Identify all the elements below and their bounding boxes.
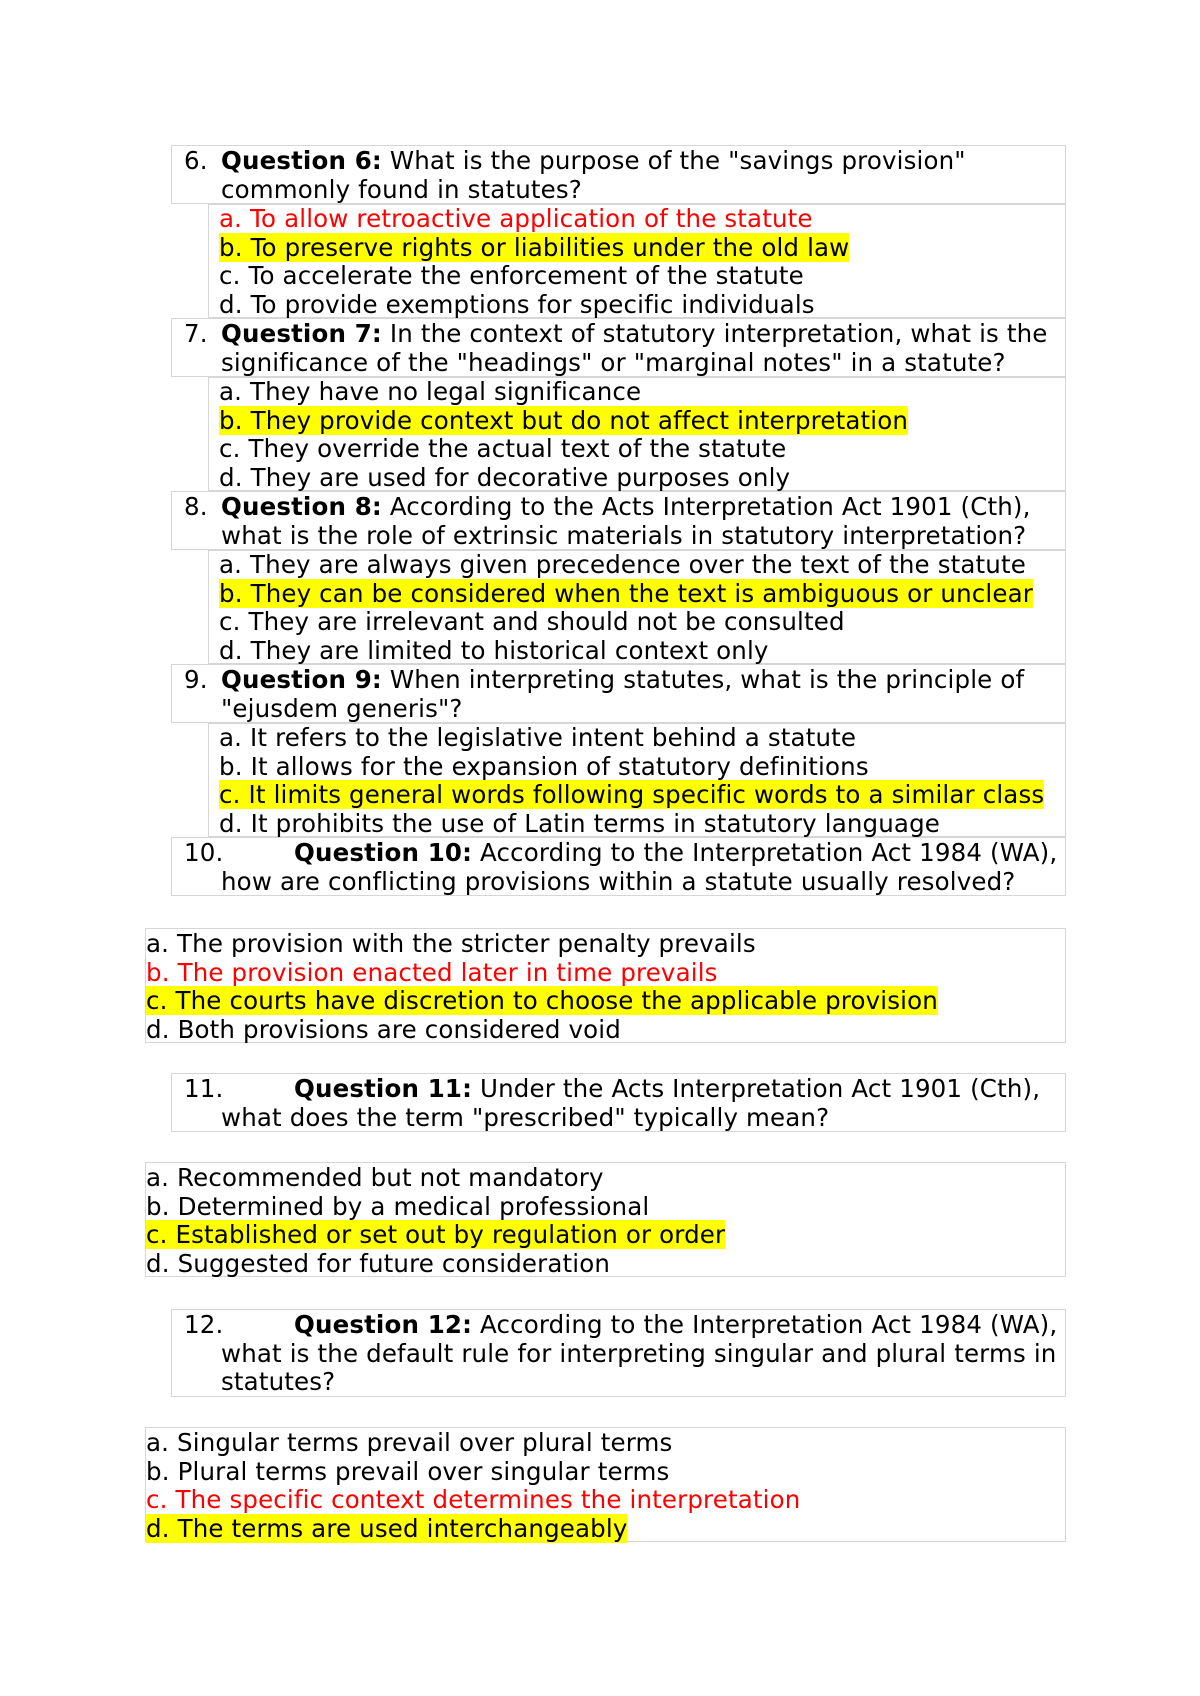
question-9-options-box [208, 723, 1066, 837]
question-text: What is the purpose of the "savings provision" [381, 146, 966, 175]
question-7-options-box [208, 377, 1066, 491]
option-d [209, 464, 1065, 493]
question-number: 12. [184, 1310, 224, 1339]
option-text: c. To accelerate the enforcement of the statute [219, 261, 804, 290]
option-text: a. They are always given precedence over the text of the statute [219, 550, 1026, 579]
option-text: c. The specific context determines the interpretation [146, 1485, 801, 1514]
option-text: d. They are limited to historical context only [219, 635, 769, 665]
option-text: a. Recommended but not mandatory [146, 1163, 604, 1192]
option-a [209, 205, 1065, 234]
option-a [209, 551, 1065, 580]
option-text: b. They provide context but do not affect interpretation [219, 405, 909, 435]
question-label: Question 6: [221, 146, 382, 175]
question-10-line-2: how are conflicting provisions within a statute usually resolved? [221, 866, 1016, 896]
option-b [209, 407, 1065, 436]
question-12-box [171, 1309, 1066, 1397]
option-text: b. It allows for the expansion of statutory definitions [219, 751, 869, 781]
question-7-box [171, 318, 1066, 377]
option-text: b. To preserve rights or liabilities under the old law [219, 232, 850, 262]
question-text: In the context of statutory interpretation, what is the [381, 319, 1048, 348]
option-c [146, 1221, 1065, 1250]
option-text: c. They are irrelevant and should not be consulted [219, 607, 845, 636]
option-d [209, 810, 1065, 839]
question-text: According to the Acts Interpretation Act 1901 (Cth), [381, 492, 1031, 521]
option-c [209, 435, 1065, 464]
question-10-line-1 [172, 839, 1065, 868]
option-b [146, 959, 1065, 988]
question-number: 11. [184, 1074, 224, 1103]
question-label: Question 9: [221, 665, 382, 694]
option-text: d. They are used for decorative purposes only [219, 462, 791, 492]
option-c [146, 987, 1065, 1016]
question-number: 8. [184, 492, 208, 521]
question-6-box [171, 145, 1066, 204]
question-text: When interpreting statutes, what is the principle of [381, 665, 1025, 694]
option-text: a. Singular terms prevail over plural terms [146, 1428, 673, 1457]
option-text: d. Both provisions are considered void [146, 1014, 621, 1044]
option-d [146, 1250, 1065, 1279]
question-10-options-box [145, 928, 1066, 1043]
question-number: 7. [184, 319, 208, 348]
option-text: b. The provision enacted later in time prevails [146, 957, 718, 987]
option-d [209, 291, 1065, 320]
option-c [146, 1486, 1065, 1515]
question-12-line-3: statutes? [221, 1367, 336, 1396]
option-text: b. Determined by a medical professional [146, 1191, 650, 1221]
option-text: b. Plural terms prevail over singular terms [146, 1456, 670, 1486]
question-8-line-1 [172, 493, 1065, 522]
question-6-line-2: commonly found in statutes? [221, 174, 582, 204]
question-7-line-1 [172, 320, 1065, 349]
question-label: Question 10: [294, 838, 473, 867]
option-b [146, 1193, 1065, 1222]
option-text: d. The terms are used interchangeably [146, 1513, 628, 1543]
question-text: According to the Interpretation Act 1984 (WA), [472, 1310, 1058, 1339]
option-a [146, 1164, 1065, 1193]
option-a [146, 1429, 1065, 1458]
option-text: a. It refers to the legislative intent behind a statute [219, 723, 857, 752]
question-9-line-2: "ejusdem generis"? [221, 693, 463, 723]
option-c [209, 262, 1065, 291]
option-d [146, 1016, 1065, 1045]
question-12-line-2: what is the default rule for interpreting singular and plural terms in [221, 1338, 1057, 1368]
question-label: Question 11: [294, 1074, 473, 1103]
option-text: a. They have no legal significance [219, 377, 642, 406]
question-7-line-2: significance of the "headings" or "marginal notes" in a statute? [221, 347, 1006, 377]
option-text: c. They override the actual text of the statute [219, 434, 787, 463]
question-8-options-box [208, 550, 1066, 664]
question-11-options-box [145, 1162, 1066, 1277]
question-9-line-1 [172, 666, 1065, 695]
option-text: a. The provision with the stricter penalty prevails [146, 929, 756, 958]
option-d [146, 1515, 1065, 1544]
question-label: Question 12: [294, 1310, 473, 1339]
option-b [209, 234, 1065, 263]
question-number: 10. [184, 838, 224, 867]
option-text: c. Established or set out by regulation or order [146, 1220, 726, 1249]
option-text: d. To provide exemptions for specific individuals [219, 289, 815, 319]
option-d [209, 637, 1065, 666]
question-11-line-1 [172, 1075, 1065, 1104]
question-11-line-2: what does the term "prescribed" typically mean? [221, 1102, 830, 1132]
question-label: Question 8: [221, 492, 382, 521]
question-text: According to the Interpretation Act 1984 (WA), [472, 838, 1058, 867]
question-6-options-box [208, 204, 1066, 318]
option-b [146, 1458, 1065, 1487]
option-c [209, 608, 1065, 637]
question-8-box [171, 491, 1066, 550]
question-12-options-box [145, 1427, 1066, 1542]
question-6-line-1 [172, 147, 1065, 176]
option-b [209, 753, 1065, 782]
option-a [209, 724, 1065, 753]
question-number: 9. [184, 665, 208, 694]
question-8-line-2: what is the role of extrinsic materials in statutory interpretation? [221, 520, 1027, 550]
option-text: d. Suggested for future consideration [146, 1248, 611, 1278]
question-10-box [171, 837, 1066, 896]
option-a [209, 378, 1065, 407]
option-text: d. It prohibits the use of Latin terms in statutory language [219, 808, 941, 838]
question-9-box [171, 664, 1066, 723]
option-c [209, 781, 1065, 810]
option-text: c. The courts have discretion to choose the applicable provision [146, 986, 938, 1015]
question-11-box [171, 1073, 1066, 1132]
option-b [209, 580, 1065, 609]
question-text: Under the Acts Interpretation Act 1901 (Cth), [472, 1074, 1041, 1103]
option-text: c. It limits general words following specific words to a similar class [219, 780, 1045, 809]
option-a [146, 930, 1065, 959]
question-number: 6. [184, 146, 208, 175]
option-text: a. To allow retroactive application of the statute [219, 204, 813, 233]
option-text: b. They can be considered when the text is ambiguous or unclear [219, 578, 1033, 608]
question-label: Question 7: [221, 319, 382, 348]
question-12-line-1 [172, 1311, 1065, 1340]
